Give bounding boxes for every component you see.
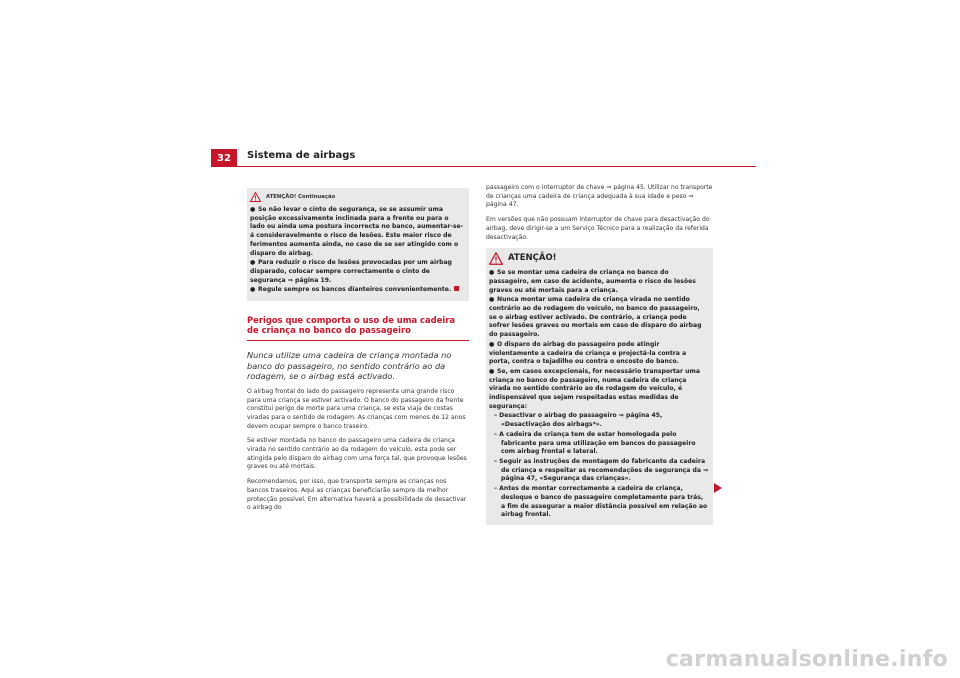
dash-icon: – (494, 412, 498, 420)
warning-box-continued (247, 188, 469, 301)
body-paragraph: O airbag frontal do lado do passageiro representa uma grande risco para uma criança se estiver activado. O banco do passageiro da frente constitui perigo de morte para uma criança, se esta viaja de costas viradas para o sentido de rodagem. As crianças com menos de 12 anos devem ocupar sempre o banco traseiro. (247, 387, 466, 430)
bullet-icon: ● (489, 367, 495, 375)
warning-triangle-icon (489, 252, 503, 265)
bullet-icon: ● (250, 286, 256, 294)
end-marker-icon (454, 286, 459, 291)
warning-header (489, 252, 709, 265)
body-paragraph: Recomendamos, por isso, que transporte sempre as crianças nos bancos traseiros. Aqui as crianças beneficiarão sempre da melhor protecção possível. Em alternativa haverá a possibilidade de desactivar o airbag do (247, 478, 467, 512)
bullet-icon: ● (489, 296, 495, 304)
warning-item: ● Se se montar uma cadeira de criança no banco do passageiro, em caso de acidente, aumenta o risco de lesões graves ou até mortais para a criança. (489, 269, 696, 294)
header-divider (211, 166, 756, 167)
warning-header (250, 192, 464, 202)
dash-icon: – (494, 485, 498, 493)
watermark: carmanualsonline.info (665, 647, 948, 672)
warning-label: ATENÇÃO! (508, 253, 557, 264)
warning-label: ATENÇÃO! Continuação (266, 193, 336, 200)
bullet-icon: ● (250, 259, 256, 267)
section-intro: Nunca utilize uma cadeira de criança montada no banco do passageiro, no sentido contrário ao da rodagem, se o airbag está activado. (247, 350, 452, 382)
page-number: 32 (211, 149, 237, 167)
arrow-right-icon[interactable] (714, 483, 722, 493)
page-header-title: Sistema de airbags (247, 150, 356, 161)
bullet-icon: ● (489, 269, 495, 277)
warning-sub-item: – A cadeira de criança tem de estar homologada pelo fabricante para uma utilização em bancos do passageiro com airbag frontal e lateral. (494, 430, 696, 456)
body-paragraph: Em versões que não possuam interruptor de chave para desactivação do airbag, deve dirigir-se a um Serviço Técnico para a realização da referida desactivação. (486, 216, 710, 241)
body-paragraph: Se estiver montada no banco do passageiro uma cadeira de criança virada no sentido contrário ao da rodagem do veículo, esta pode ser atingida pelo disparo do airbag com uma força tal, que provoque lesões graves ou até mortais. (247, 437, 467, 471)
warning-item: ● O disparo do airbag do passageiro pode atingir violentamente a cadeira de criança e projectá-la contra a porta, contra o tejadilho ou contra o encosto do banco. (489, 340, 687, 366)
warning-item: ● Se não levar o cinto de segurança, se se assumir uma posição excessivamente inclinada para a frente ou para o lado ou ainda uma postura incorrecta no banco, aumentar-se-á consideravelmente o risco de lesões. Este maior risco de ferimentos aumenta ainda, no caso de se ser atingido com o disparo do airbag. (250, 206, 464, 257)
warning-item: ● Regule sempre os bancos dianteiros convenientemente. (250, 286, 464, 295)
dash-icon: – (494, 457, 498, 465)
right-column (486, 184, 713, 525)
warning-triangle-icon (250, 192, 261, 202)
warning-item: ● Se, em casos excepcionais, for necessário transportar uma criança no banco do passageiro, numa cadeira de criança virada no sentido contrário ao de rodagem do veículo, é indispensável que sejam respeitadas estas medidas de segurança: (489, 367, 700, 410)
warning-box (486, 248, 713, 525)
section-title: Perigos que comporta o uso de uma cadeira de criança no banco do passageiro (247, 315, 469, 341)
warning-sub-item: – Antes de montar correctamente a cadeira de criança, desloque o banco do passageiro completamente para trás, a fim de assegurar a maior distância possível em relação ao airbag frontal. (494, 485, 708, 519)
bullet-icon: ● (250, 206, 256, 213)
warning-sub-item: – Desactivar o airbag do passageiro ⇒ página 45, «Desactivação dos airbags*». (494, 412, 663, 429)
dash-icon: – (494, 430, 498, 438)
warning-item: ● Nunca montar uma cadeira de criança virada no sentido contrário ao de rodagem do veículo, no banco do passageiro, se o airbag estiver activado. De contrário, a criança pode sofrer lesões graves ou mortais em caso de disparo do airbag do passageiro. (489, 296, 702, 339)
warning-item: ● Para reduzir o risco de lesões provocadas por um airbag disparado, colocar sempre correctamente o cinto de segurança ⇒ página 19. (250, 259, 452, 284)
warning-sub-item: – Seguir as instruções de montagem do fabricante da cadeira de criança e respeitar as recomendações de segurança da ⇒ página 47, «Segurança das crianças». (494, 457, 709, 483)
left-column (247, 188, 469, 519)
bullet-icon: ● (489, 340, 495, 348)
body-paragraph: passageiro com o interruptor de chave ⇒ página 45. Utilizar no transporte de crianças uma cadeira de criança adequada à sua idade e peso ⇒ página 47. (486, 184, 713, 209)
